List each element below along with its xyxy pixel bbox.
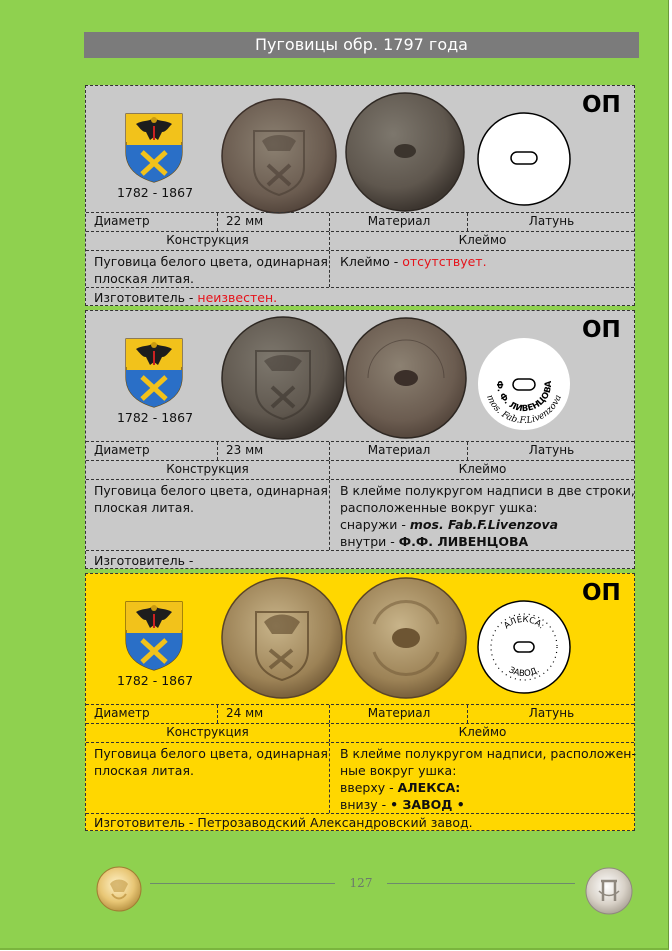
brand-header: Клеймо [329,461,635,479]
maker-text [94,814,473,831]
silver-button-icon [585,867,633,915]
years: 1782 - 1867 [116,185,194,200]
mark-op: ОП [582,317,621,343]
coat-of-arms-icon [124,112,186,184]
brand-header: Клеймо [329,724,635,742]
brand-prefix: Клеймо - [340,254,403,269]
construction-line1: Пуговица белого цвета, одинарная [94,483,328,498]
stamp-drawing [475,598,573,696]
brand-line2: ные вокруг ушка: [340,763,457,778]
section-headers-row [86,723,634,742]
maker-row [86,813,634,831]
footer-rule-right [387,883,575,884]
construction-line2: плоская литая. [94,271,194,286]
maker-row [86,550,634,569]
material-label: Материал [329,213,468,231]
diameter-material-row [86,212,634,231]
button-back-photo [344,576,468,700]
brand-top-prefix: вверху - [340,780,398,795]
material-value: Латунь [467,705,635,723]
construction-line2: плоская литая. [94,763,194,778]
maker-prefix: Изготовитель - [94,290,198,305]
button-front-photo [220,97,338,215]
construction-line2: плоская литая. [94,500,194,515]
brand-inner [340,533,528,550]
construction-line1: Пуговица белого цвета, одинарная [94,254,328,269]
coat-of-arms-icon [124,337,186,409]
construction-header: Конструкция [166,725,249,739]
construction-cell [86,480,329,550]
mark-op: ОП [582,92,621,118]
brand-outer-prefix: снаружи - [340,517,410,532]
maker-text: Изготовитель - [94,553,194,568]
brand-line2: расположенные вокруг ушка: [340,500,538,515]
brand-value: отсутствует. [402,254,487,269]
brand-text [340,253,487,270]
brand-bottom [340,796,465,813]
material-value: Латунь [467,442,635,460]
material-value: Латунь [467,213,635,231]
brand-bottom-value: • ЗАВОД • [390,797,465,812]
button-front-photo [220,576,344,700]
page-number: 127 [349,876,373,890]
stamp-inner-text: Ф. Ф. ЛИВЕНЦОВА [493,380,555,415]
construction-cell [86,743,329,813]
maker-value: неизвестен. [197,290,278,305]
brand-line1: В клейме полукругом надписи в две строки, [340,483,635,498]
material-label: Материал [329,442,468,460]
brand-cell [329,480,635,550]
button-card [85,310,635,569]
construction-line1: Пуговица белого цвета, одинарная [94,746,328,761]
coat-of-arms-icon [124,600,186,672]
section-headers-row [86,231,634,250]
gold-button-icon [96,866,142,912]
brand-inner-prefix: внутри - [340,534,399,549]
mark-op: ОП [582,580,621,606]
page-title: Пуговицы обр. 1797 года [84,32,639,58]
button-card [85,573,635,831]
diameter-label: Диаметр [94,706,150,720]
stamp-top-text: АЛЕКСА: [502,614,546,632]
brand-line1: В клейме полукругом надписи, расположен- [340,746,636,761]
stamp-outer-text: mos. Fab.F.Livenzova [484,393,564,427]
button-back-photo [344,316,468,440]
description-row [86,742,634,813]
material-label: Материал [329,705,468,723]
construction-cell [86,251,329,287]
diameter-material-row [86,704,634,723]
brand-cell [329,743,635,813]
years: 1782 - 1867 [116,673,194,688]
button-reverse-drawing [475,110,573,208]
construction-header: Конструкция [166,462,249,476]
brand-outer [340,516,558,533]
diameter-label: Диаметр [94,443,150,457]
maker-value: Петрозаводский Александровский завод. [197,815,473,830]
stamp-drawing [475,335,573,433]
maker-prefix: Изготовитель - [94,815,198,830]
description-row [86,250,634,287]
brand-outer-value: mos. Fab.F.Livenzova [409,517,559,532]
construction-header: Конструкция [166,233,249,247]
button-back-photo [344,91,466,213]
brand-header: Клеймо [329,232,635,250]
description-row [86,479,634,550]
section-headers-row [86,460,634,479]
button-front-photo [220,315,346,441]
diameter-value: 24 мм [217,705,337,723]
maker-text [94,289,277,306]
brand-top [340,779,460,796]
years: 1782 - 1867 [116,410,194,425]
brand-top-value: АЛЕКСА: [397,780,461,795]
diameter-value: 22 мм [217,213,337,231]
diameter-label: Диаметр [94,214,150,228]
button-card [85,85,635,306]
maker-row [86,287,634,306]
diameter-material-row [86,441,634,460]
brand-bottom-prefix: внизу - [340,797,391,812]
brand-cell [329,251,635,287]
stamp-bottom-text: ЗАВОД. [506,665,542,680]
diameter-value: 23 мм [217,442,337,460]
footer-rule-left [150,883,335,884]
brand-inner-value: Ф.Ф. ЛИВЕНЦОВА [398,534,529,549]
